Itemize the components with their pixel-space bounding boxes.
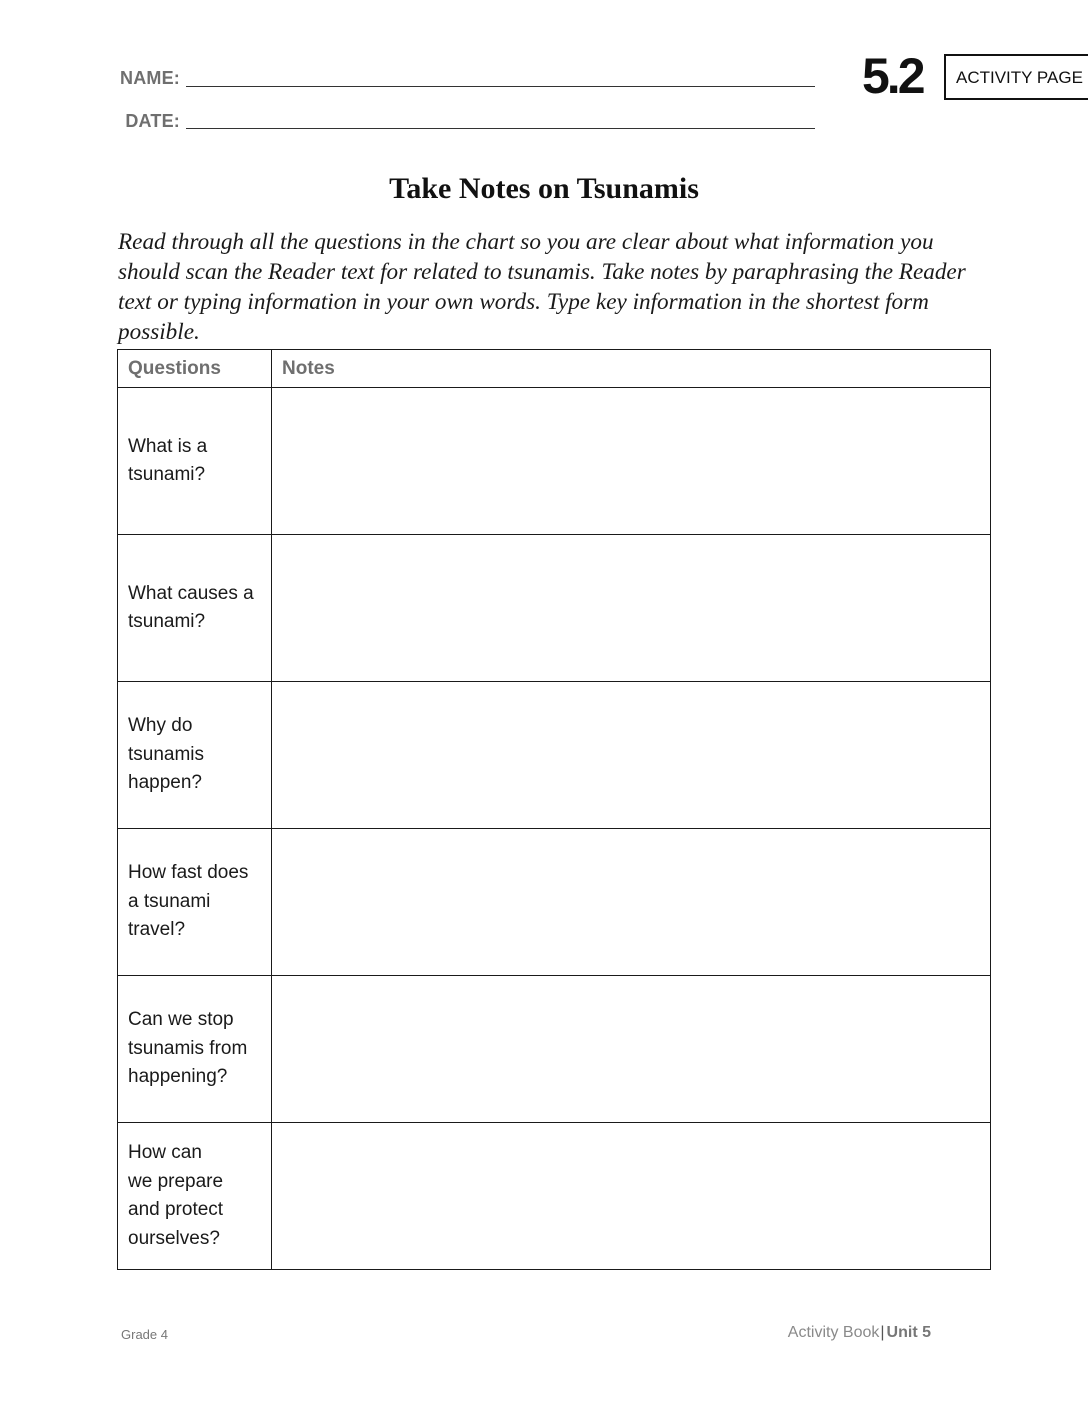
footer-unit: Unit 5 xyxy=(886,1324,931,1341)
footer-separator: | xyxy=(880,1324,885,1341)
question-cell xyxy=(118,829,272,976)
question-cell xyxy=(118,388,272,535)
name-field[interactable] xyxy=(186,86,815,87)
question-text: What causes a tsunami? xyxy=(128,582,254,632)
notes-cell[interactable] xyxy=(272,829,991,976)
question-cell xyxy=(118,535,272,682)
name-label: NAME: xyxy=(120,68,180,88)
notes-cell[interactable] xyxy=(272,388,991,535)
date-field[interactable] xyxy=(186,128,815,129)
table-row xyxy=(118,682,991,829)
question-text: Can we stop tsunamis from happening? xyxy=(128,1009,248,1088)
notes-header: Notes xyxy=(272,350,991,388)
notes-cell[interactable] xyxy=(272,682,991,829)
activity-number: 5.2 xyxy=(862,48,923,104)
question-cell xyxy=(118,1123,272,1270)
footer-book-unit xyxy=(788,1324,931,1342)
notes-cell[interactable] xyxy=(272,535,991,682)
activity-page-badge: ACTIVITY PAGE xyxy=(944,54,1088,100)
footer-book: Activity Book xyxy=(787,1324,880,1341)
question-text: What is a tsunami? xyxy=(128,435,208,485)
questions-header: Questions xyxy=(118,350,272,388)
question-text: Why do tsunamis happen? xyxy=(128,715,205,794)
table-header-row xyxy=(118,350,991,388)
question-text: How can we prepare and protect ourselves? xyxy=(128,1142,224,1249)
table-row xyxy=(118,829,991,976)
date-label: DATE: xyxy=(125,111,180,131)
table-row xyxy=(118,976,991,1123)
footer-grade: Grade 4 xyxy=(121,1327,168,1342)
question-text: How fast does a tsunami travel? xyxy=(128,862,249,941)
page-title: Take Notes on Tsunamis xyxy=(389,172,699,205)
table-row xyxy=(118,535,991,682)
notes-cell[interactable] xyxy=(272,1123,991,1270)
instructions: Read through all the questions in the chart so you are clear about what information you should scan the Reader text for related to tsunamis. Take notes by paraphrasing the Reader text or typing information in your own words. Type key information in the shortest form possible. xyxy=(118,229,966,345)
table-row xyxy=(118,1123,991,1270)
table-row xyxy=(118,388,991,535)
notes-table xyxy=(117,349,991,1270)
notes-cell[interactable] xyxy=(272,976,991,1123)
question-cell xyxy=(118,976,272,1123)
question-cell xyxy=(118,682,272,829)
